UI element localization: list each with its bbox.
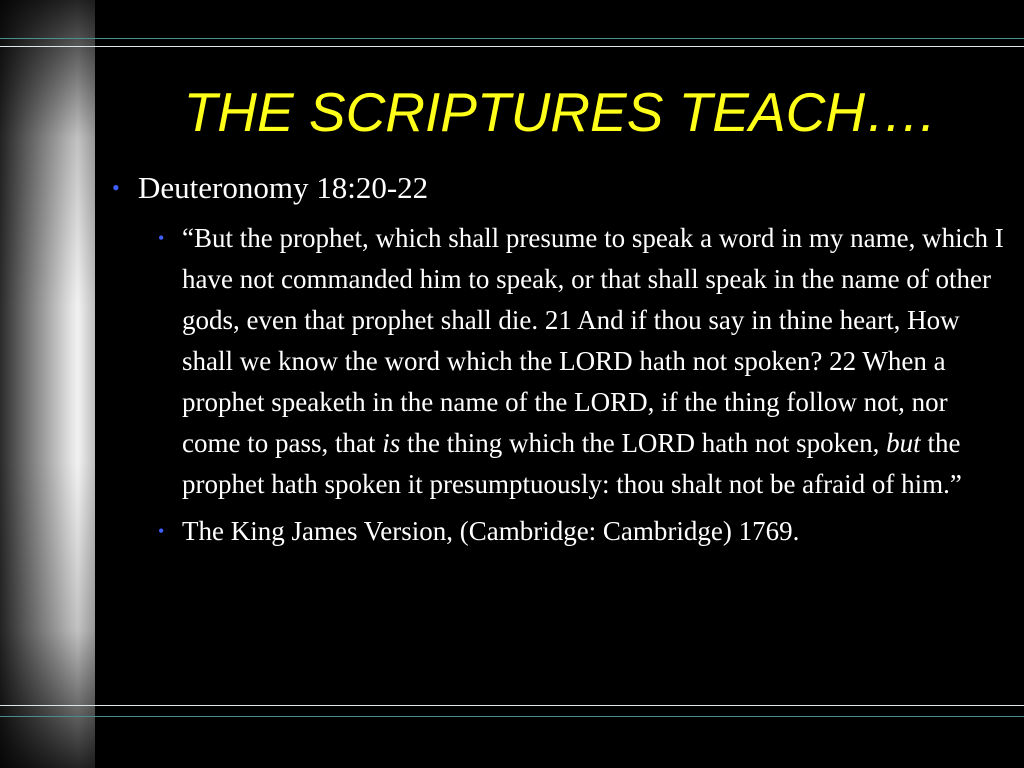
quote-text-part: the prophet hath spoken it presumptuously: thou shalt not be afraid of him.” xyxy=(182,428,962,499)
quote-text-part: “But the prophet, which shall presume to speak a word in my name, which I have not commanded him to speak, or that shall speak in the name of other gods, even that prophet shall die. 21 And if thou say in thine heart, How shall we know the word which the LORD hath not spoken? 22 When a prophet speaketh in the name of the LORD, if the thing follow not, nor come to pass, that xyxy=(182,223,1004,458)
top-rule-dark xyxy=(0,38,1024,39)
quote-italic-but: but xyxy=(886,428,921,458)
sub-bullet-citation xyxy=(112,511,1012,552)
bullet-text-reference: Deuteronomy 18:20-22 xyxy=(138,170,429,205)
bullet-level1 xyxy=(112,168,1012,208)
slide-body xyxy=(112,168,1012,558)
citation-text: The King James Version, (Cambridge: Cambridge) 1769. xyxy=(182,516,800,546)
left-gradient-bar xyxy=(0,0,95,768)
bullet-icon: • xyxy=(112,175,120,200)
bullet-icon: • xyxy=(158,521,165,541)
bullet-icon: • xyxy=(158,228,165,248)
sub-bullet-list xyxy=(112,218,1012,552)
quote-text-part: the thing which the LORD hath not spoken, xyxy=(400,428,887,458)
quote-italic-is: is xyxy=(382,428,401,458)
slide-title: THE SCRIPTURES TEACH…. xyxy=(183,81,936,143)
sub-bullet-quote xyxy=(112,218,1012,505)
top-rule-light xyxy=(0,46,1024,47)
bottom-rule-light xyxy=(0,705,1024,706)
bottom-rule-dark xyxy=(0,716,1024,717)
